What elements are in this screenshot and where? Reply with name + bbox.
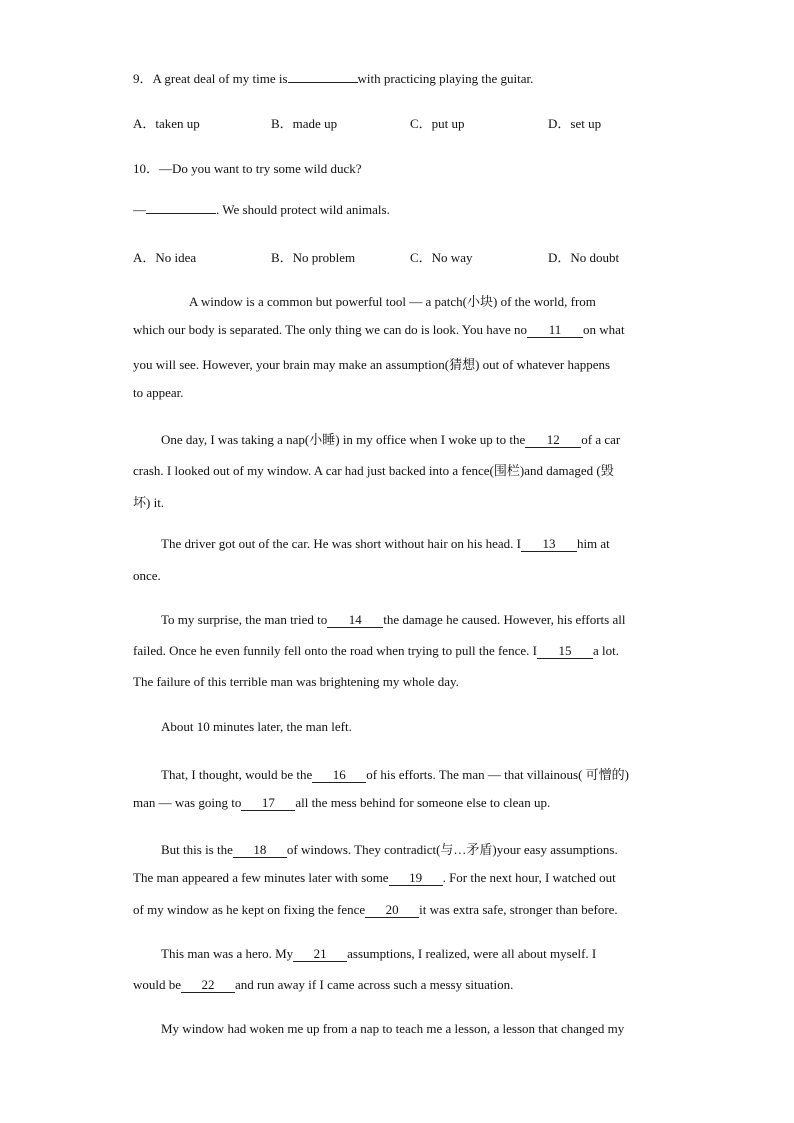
- passage-line: to appear.: [133, 385, 184, 400]
- stem-text: A great deal of my time is: [152, 71, 288, 86]
- text: it was extra safe, stronger than before.: [419, 902, 618, 917]
- passage-line: The failure of this terrible man was brightening my whole day.: [133, 674, 459, 689]
- passage-line: you will see. However, your brain may make an assumption(猜想) out of whatever happens: [133, 357, 611, 372]
- text: a lot.: [592, 643, 619, 658]
- option-b: B．made up: [271, 116, 338, 131]
- text: which our body is separated. The only thing we can do is look. You have no: [133, 322, 528, 337]
- blank-21: 21: [293, 947, 347, 962]
- text: the damage he caused. However, his efforts all: [383, 612, 626, 627]
- text: all the mess behind for someone else to clean up.: [295, 795, 551, 810]
- passage-line: [161, 429, 620, 448]
- answer-blank: [288, 82, 358, 83]
- passage-line: 坏) it.: [133, 495, 165, 510]
- passage-line: [133, 977, 513, 993]
- text: To my surprise, the man tried to: [161, 612, 328, 627]
- dash: —: [133, 202, 146, 217]
- option-a: A．No idea: [133, 250, 197, 265]
- blank-17: 17: [241, 796, 295, 811]
- passage-line: [133, 322, 625, 338]
- text: on what: [583, 322, 625, 337]
- option-d: D．No doubt: [548, 250, 620, 265]
- option-c: C．put up: [410, 116, 465, 131]
- text: of a car: [581, 432, 621, 447]
- stem-text: with practicing playing the guitar.: [357, 71, 534, 86]
- blank-11: 11: [527, 323, 583, 338]
- text: of windows. They contradict(与…矛盾)your easy assumptions.: [286, 842, 618, 857]
- passage-line: [133, 795, 550, 811]
- passage-line: [133, 870, 616, 886]
- text: assumptions, I realized, were all about myself. I: [347, 946, 597, 961]
- passage-line: [133, 902, 618, 918]
- text: and run away if I came across such a messy situation.: [235, 977, 514, 992]
- text: The man appeared a few minutes later with some: [133, 870, 389, 885]
- text: One day, I was taking a nap(小睡) in my office when I woke up to the: [161, 432, 526, 447]
- question-10-reply: [133, 202, 390, 218]
- blank-19: 19: [389, 871, 443, 886]
- passage-line: A window is a common but powerful tool — a patch(小块) of the world, from: [189, 294, 596, 309]
- text: him at: [576, 536, 610, 551]
- blank-20: 20: [365, 903, 419, 918]
- passage-line: [161, 536, 610, 552]
- blank-22: 22: [181, 978, 235, 993]
- text: would be: [133, 977, 182, 992]
- option-c: C．No way: [410, 250, 473, 265]
- text: of his efforts. The man — that villainous( 可憎的): [366, 767, 630, 782]
- passage-line: [161, 764, 629, 783]
- passage-line: crash. I looked out of my window. A car had just backed into a fence(围栏)and damaged (毁: [133, 463, 614, 478]
- text: of my window as he kept on fixing the fence: [133, 902, 366, 917]
- blank-14: 14: [327, 613, 383, 628]
- blank-13: 13: [521, 537, 577, 552]
- option-d: D．set up: [548, 116, 602, 131]
- question-9-stem: [133, 68, 533, 87]
- answer-blank: [146, 213, 216, 214]
- passage-line: [161, 946, 596, 962]
- stem-text: —Do you want to try some wild duck?: [159, 161, 362, 176]
- passage-line: My window had woken me up from a nap to teach me a lesson, a lesson that changed my: [161, 1021, 625, 1036]
- reply-text: . We should protect wild animals.: [216, 202, 390, 217]
- question-number: 10．: [133, 161, 160, 176]
- text: . For the next hour, I watched out: [442, 870, 616, 885]
- passage-line: once.: [133, 568, 161, 583]
- passage-line: About 10 minutes later, the man left.: [161, 719, 352, 734]
- text: failed. Once he even funnily fell onto the road when trying to pull the fence. I: [133, 643, 537, 658]
- question-10-stem: [133, 158, 362, 177]
- text: But this is the: [161, 842, 233, 857]
- blank-12: 12: [525, 433, 581, 448]
- passage-line: [161, 612, 625, 628]
- blank-15: 15: [537, 644, 593, 659]
- option-a: A．taken up: [133, 116, 200, 131]
- text: man — was going to: [133, 795, 242, 810]
- blank-16: 16: [312, 768, 366, 783]
- text: The driver got out of the car. He was short without hair on his head. I: [161, 536, 521, 551]
- passage-line: [161, 839, 618, 858]
- text: This man was a hero. My: [161, 946, 294, 961]
- option-b: B．No problem: [271, 250, 356, 265]
- text: That, I thought, would be the: [161, 767, 313, 782]
- question-number: 9．: [133, 71, 153, 86]
- blank-18: 18: [233, 843, 287, 858]
- passage-line: [133, 643, 619, 659]
